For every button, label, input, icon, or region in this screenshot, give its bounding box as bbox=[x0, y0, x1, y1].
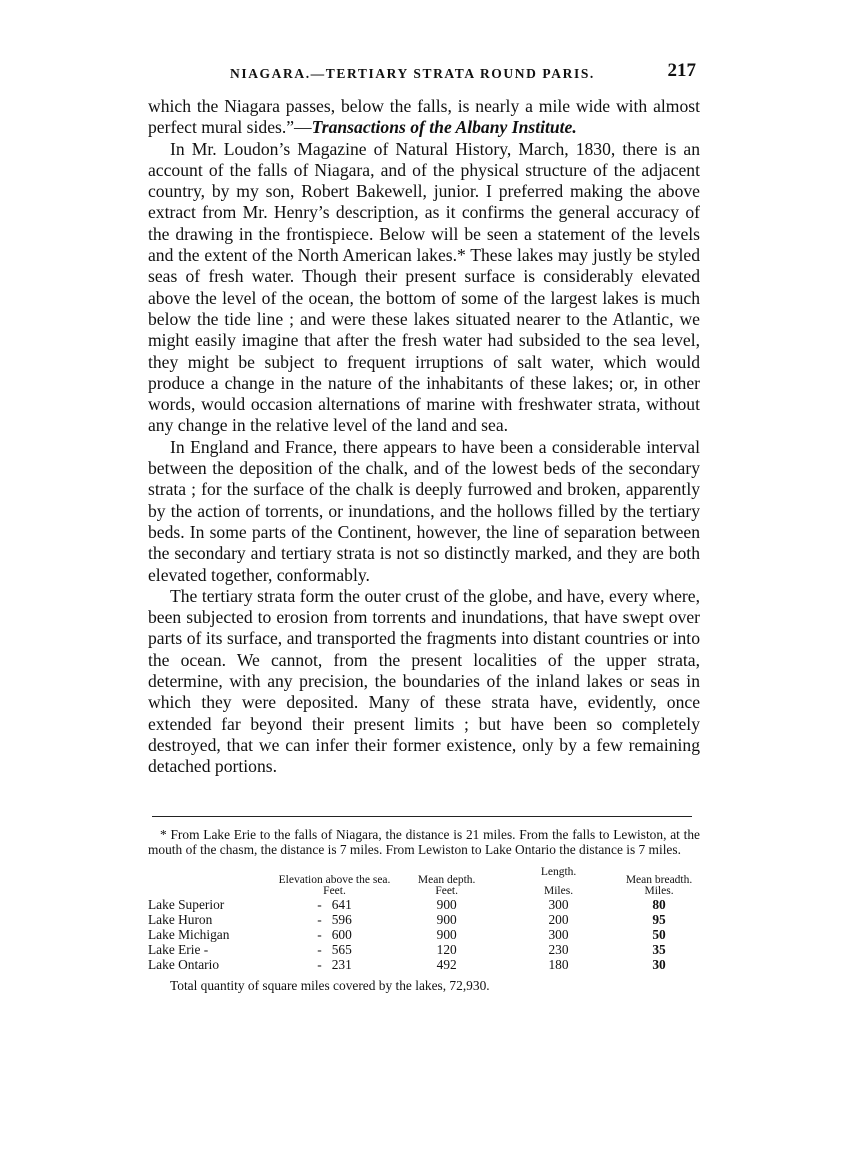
table-row bbox=[148, 957, 700, 972]
body-text bbox=[148, 96, 700, 778]
lake-name: Lake Huron bbox=[148, 911, 213, 927]
table-row bbox=[148, 927, 700, 942]
header-elevation: Elevation above the sea. Feet. bbox=[278, 873, 391, 897]
lake-breadth: 30 bbox=[652, 956, 666, 972]
lake-name: Lake Michigan bbox=[148, 926, 230, 942]
lake-length: 230 bbox=[548, 941, 569, 957]
lake-length: 180 bbox=[548, 956, 569, 972]
table-row bbox=[148, 897, 700, 912]
table-header-row bbox=[148, 867, 700, 897]
lake-length: 300 bbox=[548, 896, 569, 912]
lake-breadth: 80 bbox=[652, 896, 666, 912]
running-head bbox=[148, 60, 700, 86]
lakes-table bbox=[148, 867, 700, 972]
lake-elevation: - 600 bbox=[317, 926, 352, 942]
lake-length: 200 bbox=[548, 911, 569, 927]
page-number: 217 bbox=[667, 60, 696, 81]
header-breadth: Mean breadth. Miles. bbox=[625, 873, 693, 897]
lake-depth: 120 bbox=[436, 941, 457, 957]
book-page bbox=[148, 60, 700, 994]
lake-breadth: 95 bbox=[652, 911, 666, 927]
lake-depth: 900 bbox=[436, 896, 457, 912]
header-length: Length. Miles. bbox=[540, 865, 577, 897]
quote-text: which the Niagara passes, below the falls, is nearly a mile wide with almost perfect mural sides.”— bbox=[148, 96, 700, 138]
lake-depth: 492 bbox=[436, 956, 457, 972]
paragraph-loudon: In Mr. Loudon’s Magazine of Natural History, March, 1830, there is an account of the falls of Niagara, and of the physical structure of the adjacent country, by my son, Robert Bakewell, junior. I preferred making the above extract from Mr. Henry’s description, as it confirms the general accuracy of the drawing in the frontispiece. Below will be seen a statement of the levels and the extent of the North American lakes.* These lakes may justly be styled seas of fresh water. Though their present surface is considerably elevated above the level of the ocean, the bottom of some of the largest lakes is much below the tide line ; and were these lakes situated nearer to the Atlantic, we might easily imagine that after the fresh water had subsided to the sea level, they might be subject to frequent irruptions of salt water, which would produce a change in the nature of the inhabitants of these lakes; or, in other words, would occasion alternations of marine with freshwater strata, without any change in the relative level of the land and sea. bbox=[148, 138, 700, 436]
citation: Transactions of the Albany Institute. bbox=[311, 117, 577, 138]
lakes-total: Total quantity of square miles covered by the lakes, 72,930. bbox=[170, 977, 490, 993]
lake-elevation: - 596 bbox=[317, 911, 352, 927]
paragraph-tertiary-strata: The tertiary strata form the outer crust of the globe, and have, every where, been subjected to erosion from torrents and inundations, that have swept over parts of its surface, and transported the fragments into distant countries or into the ocean. We cannot, from the present localities of the upper strata, determine, with any precision, the boundaries of the inland lakes or seas in which they were deposited. Many of these strata have, evidently, once extended far beyond their present limits ; but have been so completely destroyed, that we can infer their former existence, only by a few remaining detached portions. bbox=[148, 585, 700, 777]
lake-elevation: - 565 bbox=[317, 941, 352, 957]
footnote bbox=[148, 827, 700, 994]
running-title: NIAGARA.—TERTIARY STRATA ROUND PARIS. bbox=[230, 66, 595, 81]
lake-depth: 900 bbox=[436, 911, 457, 927]
lake-elevation: - 231 bbox=[317, 956, 352, 972]
paragraph-continued bbox=[148, 96, 700, 139]
lake-breadth: 35 bbox=[652, 941, 666, 957]
lake-name: Lake Superior bbox=[148, 896, 225, 912]
table-row bbox=[148, 942, 700, 957]
table-row bbox=[148, 912, 700, 927]
lake-length: 300 bbox=[548, 926, 569, 942]
header-depth: Mean depth. Feet. bbox=[417, 873, 476, 897]
footnote-text: * From Lake Erie to the falls of Niagara, the distance is 21 miles. From the falls to Lewiston, at the mouth of the chasm, the distance is 7 miles. From Lewiston to Lake Ontario the distance is 7 miles. bbox=[148, 826, 700, 857]
footnote-divider bbox=[152, 816, 692, 817]
lake-name: Lake Erie - bbox=[148, 941, 209, 957]
paragraph-england-france: In England and France, there appears to have been a considerable interval between the deposition of the chalk, and of the lowest beds of the secondary strata ; for the surface of the chalk is deeply furrowed and broken, apparently by the action of torrents, or inundations, and the hollows filled by the tertiary beds. In some parts of the Continent, however, the line of separation between the secondary and tertiary strata is not so distinctly marked, and they are both elevated together, conformably. bbox=[148, 436, 700, 585]
lake-name: Lake Ontario bbox=[148, 956, 220, 972]
lake-depth: 900 bbox=[436, 926, 457, 942]
lake-breadth: 50 bbox=[652, 926, 666, 942]
lake-elevation: - 641 bbox=[317, 896, 352, 912]
